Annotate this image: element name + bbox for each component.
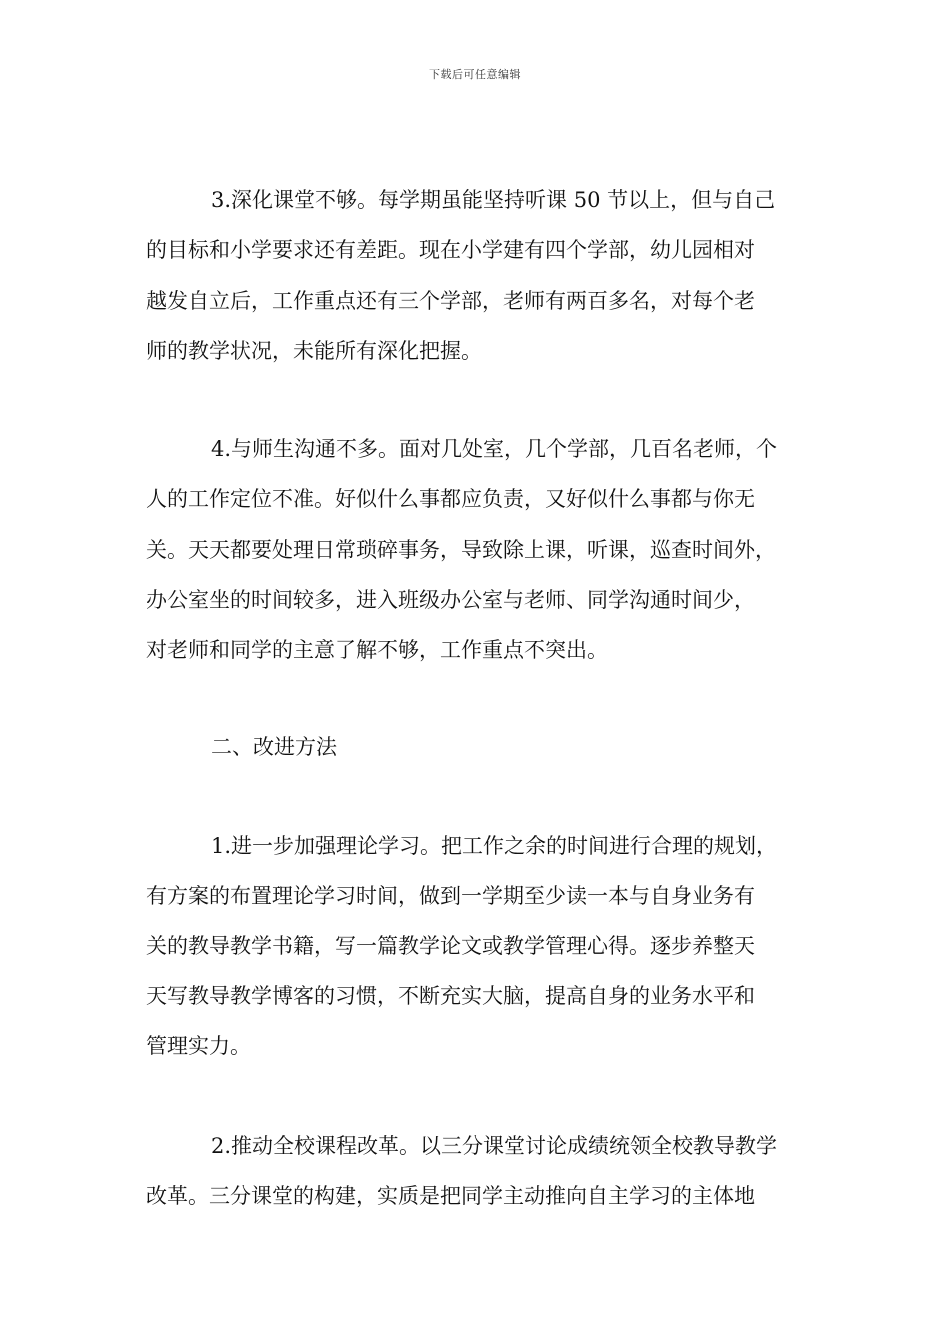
paragraph-2-line-1: 4.与师生沟通不多。面对几处室，几个学部，几百名老师，个 (211, 437, 778, 461)
section-heading: 二、改进方法 (211, 735, 337, 759)
paragraph-3-line-3: 关的教导教学书籍，写一篇教学论文或教学管理心得。逐步养整天 (146, 934, 755, 958)
paragraph-2-line-2: 人的工作定位不准。好似什么事都应负责，又好似什么事都与你无 (146, 487, 755, 511)
paragraph-1-line-4: 师的教学状况，未能所有深化把握。 (146, 339, 482, 363)
paragraph-4-line-1: 2.推动全校课程改革。以三分课堂讨论成绩统领全校教导教学 (211, 1134, 778, 1158)
paragraph-1-line-2: 的目标和小学要求还有差距。现在小学建有四个学部，幼儿园相对 (146, 238, 755, 262)
paragraph-3-line-1: 1.进一步加强理论学习。把工作之余的时间进行合理的规划， (211, 834, 778, 858)
paragraph-3-line-5: 管理实力。 (146, 1034, 251, 1058)
paragraph-1-line-1: 3.深化课堂不够。每学期虽能坚持听课 50 节以上，但与自己 (211, 188, 776, 212)
paragraph-2-line-5: 对老师和同学的主意了解不够，工作重点不突出。 (146, 638, 608, 662)
paragraph-1-line-3: 越发自立后，工作重点还有三个学部，老师有两百多名，对每个老 (146, 289, 755, 313)
paragraph-3-line-4: 天写教导教学博客的习惯，不断充实大脑，提高自身的业务水平和 (146, 984, 755, 1008)
paragraph-2-line-3: 关。天天都要处理日常琐碎事务，导致除上课，听课，巡查时间外， (146, 538, 776, 562)
paragraph-3-line-2: 有方案的布置理论学习时间，做到一学期至少读一本与自身业务有 (146, 884, 755, 908)
page-header: 下载后可任意编辑 (429, 68, 521, 81)
paragraph-2-line-4: 办公室坐的时间较多，进入班级办公室与老师、同学沟通时间少， (146, 588, 755, 612)
paragraph-4-line-2: 改革。三分课堂的构建，实质是把同学主动推向自主学习的主体地 (146, 1184, 755, 1208)
